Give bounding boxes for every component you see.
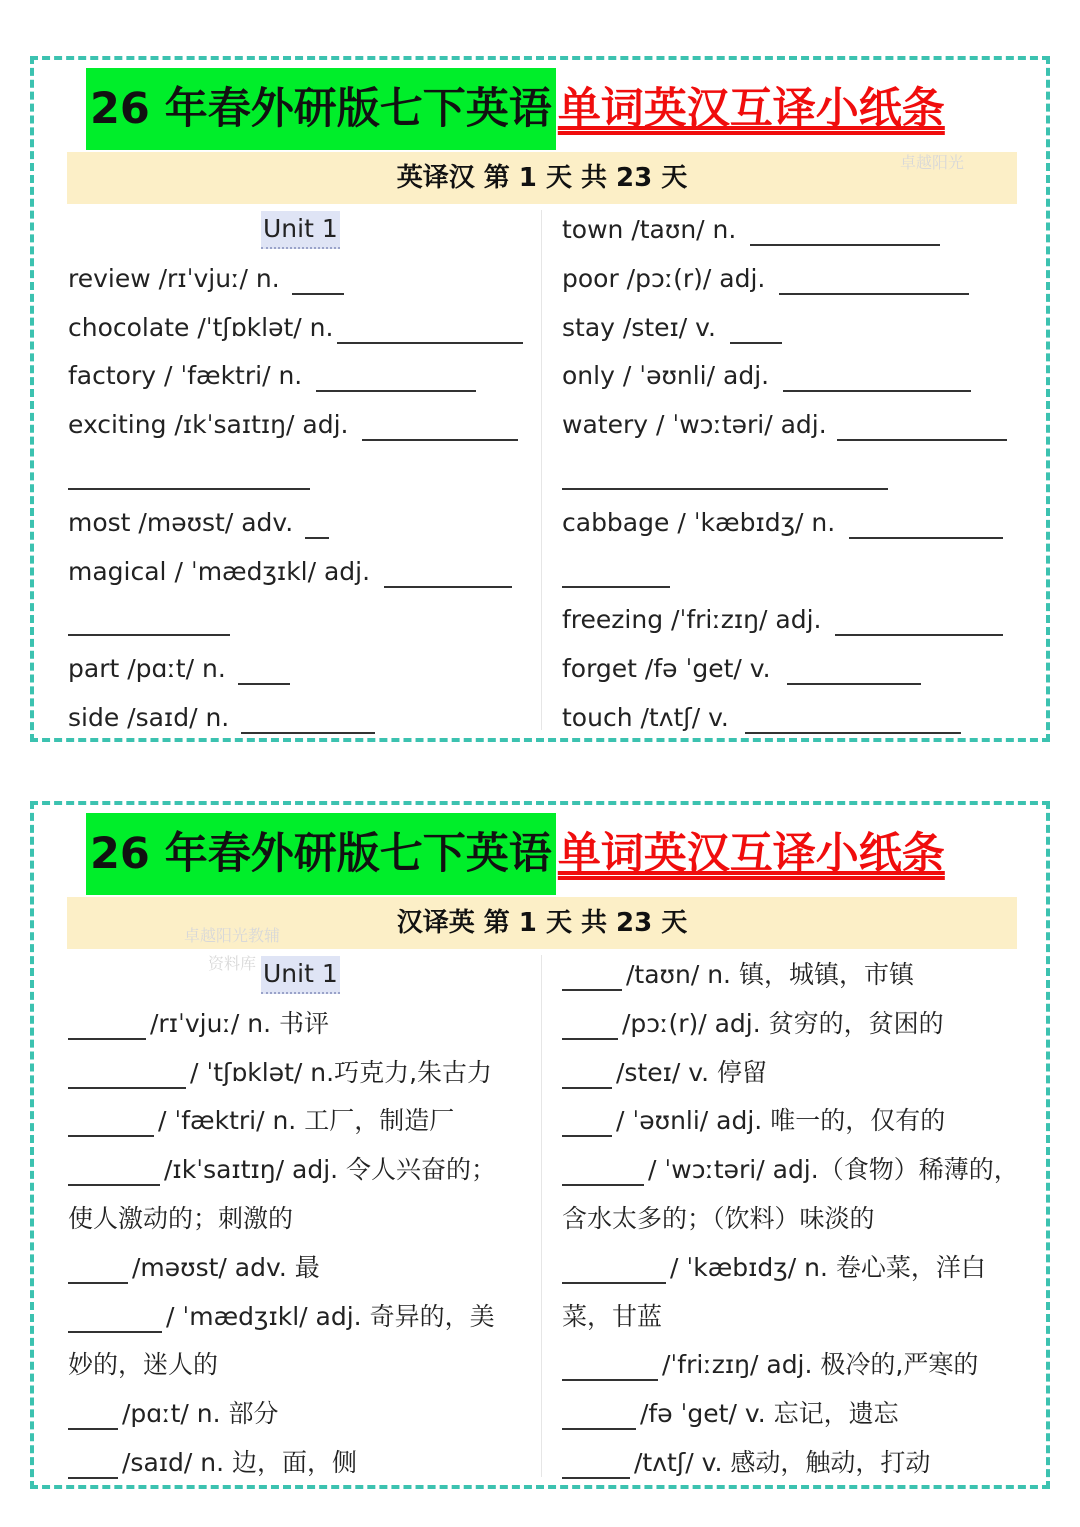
answer-blank[interactable] <box>305 509 329 539</box>
word-entry: 含水太多的；（饮料）味淡的 <box>562 1203 875 1233</box>
word-row <box>562 596 1032 645</box>
word-row <box>562 1000 1032 1049</box>
word-row <box>562 304 1032 353</box>
column-divider <box>541 955 542 1477</box>
answer-blank[interactable] <box>562 961 622 991</box>
word-row <box>68 450 538 499</box>
right-column <box>562 951 1032 1488</box>
word-entry: 妙的，迷人的 <box>68 1350 219 1380</box>
word-entry: poor /pɔː(r)/ adj. <box>562 263 766 293</box>
word-row <box>68 1341 538 1390</box>
word-entry: /taʊn/ n. 镇，城镇，市镇 <box>626 960 914 989</box>
word-row <box>562 1195 1032 1244</box>
word-entry: /saɪd/ n. 边，面，侧 <box>122 1447 358 1477</box>
unit-heading: Unit 1 <box>261 211 340 249</box>
word-entry: magical / ˈmædʒɪkl/ adj. <box>68 556 371 586</box>
word-entry: 使人激动的；刺激的 <box>68 1203 294 1233</box>
card-title <box>86 68 945 150</box>
answer-blank[interactable] <box>292 265 344 295</box>
answer-blank[interactable] <box>562 558 670 588</box>
word-row <box>68 645 538 694</box>
title-highlight: 单词英汉互译小纸条 <box>557 84 945 134</box>
word-row <box>68 352 538 401</box>
word-entry: /steɪ/ v. 停留 <box>616 1057 768 1087</box>
word-entry: /pɔː(r)/ adj. 贫穷的，贫困的 <box>622 1008 944 1038</box>
word-row <box>562 1049 1032 1098</box>
word-entry: most /məʊst/ adv. <box>68 507 294 537</box>
answer-blank[interactable] <box>562 1156 644 1186</box>
word-row <box>68 255 538 304</box>
word-entry: town /taʊn/ n. <box>562 215 737 244</box>
answer-blank[interactable] <box>68 1059 186 1089</box>
word-entry: / ˈtʃɒklət/ n.巧克力,朱古力 <box>190 1057 493 1087</box>
word-row <box>68 596 538 645</box>
answer-blank[interactable] <box>68 606 230 636</box>
word-row <box>562 255 1032 304</box>
answer-blank[interactable] <box>316 362 476 392</box>
word-row <box>562 1439 1032 1488</box>
answer-blank[interactable] <box>68 1449 118 1479</box>
word-entry: /tʌtʃ/ v. 感动，触动，打动 <box>634 1447 931 1477</box>
answer-blank[interactable] <box>750 216 940 246</box>
word-row <box>562 645 1032 694</box>
watermark: 卓越阳光教辅 <box>184 926 281 945</box>
word-entry: 菜，甘蓝 <box>562 1301 663 1331</box>
word-entry: chocolate /ˈtʃɒklət/ n. <box>68 312 334 342</box>
title-main: 26 年春外研版七下英语 <box>86 813 556 895</box>
word-row <box>68 304 538 353</box>
word-entry: / ˈwɔːtəri/ adj.（食物）稀薄的， <box>648 1155 1019 1185</box>
word-row <box>562 1146 1032 1195</box>
title-highlight: 单词英汉互译小纸条 <box>557 829 945 879</box>
word-row <box>562 450 1032 499</box>
word-entry: /ˈfriːzɪŋ/ adj. 极冷的,严寒的 <box>662 1350 979 1380</box>
word-entry: factory / ˈfæktri/ n. <box>68 361 303 391</box>
word-row <box>562 951 1032 1000</box>
answer-blank[interactable] <box>562 1449 630 1479</box>
word-entry: / ˈəʊnli/ adj. 唯一的，仅有的 <box>616 1106 946 1136</box>
column-divider <box>541 210 542 730</box>
answer-blank[interactable] <box>562 1400 636 1430</box>
answer-blank[interactable] <box>745 704 961 734</box>
word-entry: freezing /ˈfriːzɪŋ/ adj. <box>562 605 822 635</box>
word-entry: / ˈkæbɪdʒ/ n. 卷心菜，洋白 <box>670 1252 986 1282</box>
vocab-card-en-to-zh <box>30 56 1050 742</box>
answer-blank[interactable] <box>779 265 969 295</box>
answer-blank[interactable] <box>849 509 1003 539</box>
word-row <box>68 1049 538 1098</box>
answer-blank[interactable] <box>787 655 921 685</box>
word-row <box>562 1390 1032 1439</box>
word-row <box>68 1000 538 1049</box>
word-row <box>562 1341 1032 1390</box>
word-entry: / ˈfæktri/ n. 工厂，制造厂 <box>158 1106 455 1136</box>
word-row <box>562 401 1032 450</box>
word-row <box>68 1439 538 1488</box>
answer-blank[interactable] <box>68 1107 154 1137</box>
answer-blank[interactable] <box>238 655 290 685</box>
answer-blank[interactable] <box>562 1351 658 1381</box>
answer-blank[interactable] <box>68 1400 118 1430</box>
word-entry: /ɪkˈsaɪtɪŋ/ adj. 令人兴奋的； <box>164 1155 497 1185</box>
answer-blank[interactable] <box>68 1156 160 1186</box>
card-subtitle: 汉译英 第 1 天 共 23 天 <box>67 897 1017 949</box>
word-row <box>562 206 1032 255</box>
word-row <box>562 352 1032 401</box>
word-entry: / ˈmædʒɪkl/ adj. 奇异的，美 <box>166 1301 495 1331</box>
word-row <box>562 1097 1032 1146</box>
word-row <box>562 499 1032 548</box>
word-entry: only / ˈəʊnli/ adj. <box>562 361 770 391</box>
title-main: 26 年春外研版七下英语 <box>86 68 556 150</box>
left-column <box>68 206 538 743</box>
answer-blank[interactable] <box>562 1107 612 1137</box>
word-row <box>68 499 538 548</box>
answer-blank[interactable] <box>562 1059 612 1089</box>
answer-blank[interactable] <box>337 314 523 344</box>
word-row <box>562 548 1032 597</box>
card-subtitle: 英译汉 第 1 天 共 23 天 <box>67 152 1017 204</box>
word-entry: watery / ˈwɔːtəri/ adj. <box>562 410 827 440</box>
word-row <box>68 1097 538 1146</box>
answer-blank[interactable] <box>835 606 1003 636</box>
word-entry: exciting /ɪkˈsaɪtɪŋ/ adj. <box>68 410 349 440</box>
answer-blank[interactable] <box>362 411 518 441</box>
word-row <box>68 1146 538 1195</box>
word-row <box>68 1195 538 1244</box>
word-row <box>68 548 538 597</box>
watermark: 卓越阳光 <box>900 153 965 172</box>
answer-blank[interactable] <box>68 1303 162 1333</box>
unit-heading: Unit 1 <box>261 956 340 994</box>
answer-blank[interactable] <box>68 1254 128 1284</box>
word-entry: /pɑːt/ n. 部分 <box>122 1399 279 1429</box>
word-entry: touch /tʌtʃ/ v. <box>562 702 729 732</box>
word-entry: /fə ˈget/ v. 忘记，遗忘 <box>640 1399 899 1429</box>
answer-blank[interactable] <box>68 1010 146 1040</box>
answer-blank[interactable] <box>562 460 888 490</box>
word-entry: review /rɪˈvjuː/ n. <box>68 263 280 293</box>
answer-blank[interactable] <box>68 460 310 490</box>
word-row <box>562 694 1032 743</box>
word-entry: /məʊst/ adv. 最 <box>132 1252 320 1282</box>
word-entry: forget /fə ˈget/ v. <box>562 654 771 684</box>
answer-blank[interactable] <box>562 1254 666 1284</box>
word-entry: stay /steɪ/ v. <box>562 312 716 342</box>
vocab-card-zh-to-en <box>30 801 1050 1489</box>
answer-blank[interactable] <box>562 1010 618 1040</box>
left-column <box>68 951 538 1488</box>
card-title <box>86 813 945 895</box>
right-column <box>562 206 1032 743</box>
answer-blank[interactable] <box>837 411 1007 441</box>
watermark: 资料库 <box>208 954 257 973</box>
word-row <box>68 694 538 743</box>
word-entry: side /saɪd/ n. <box>68 702 230 732</box>
word-row <box>562 1293 1032 1342</box>
word-entry: /rɪˈvjuː/ n. 书评 <box>150 1008 329 1038</box>
word-row <box>68 1244 538 1293</box>
word-row <box>68 1293 538 1342</box>
word-row <box>68 401 538 450</box>
word-entry: cabbage / ˈkæbɪdʒ/ n. <box>562 507 836 537</box>
answer-blank[interactable] <box>241 704 375 734</box>
answer-blank[interactable] <box>730 314 782 344</box>
answer-blank[interactable] <box>384 558 512 588</box>
answer-blank[interactable] <box>783 362 971 392</box>
word-row <box>68 1390 538 1439</box>
word-entry: part /pɑːt/ n. <box>68 654 226 684</box>
word-row <box>562 1244 1032 1293</box>
